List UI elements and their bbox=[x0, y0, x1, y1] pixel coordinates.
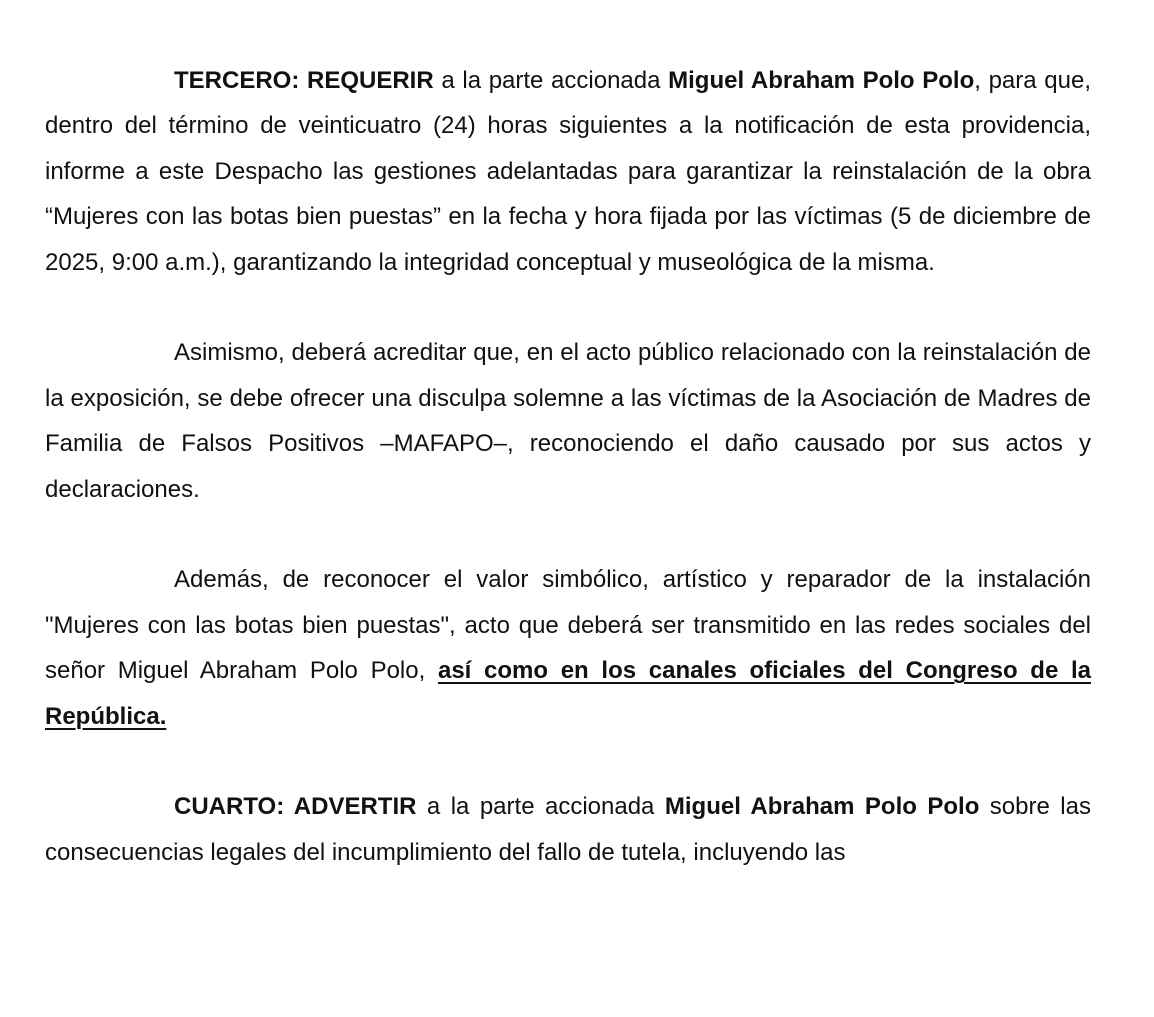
ademas-emphasis: así como en los canales oficiales del Congreso de la República. bbox=[45, 657, 1092, 730]
tercero-accused-name: Miguel Abraham Polo Polo bbox=[668, 67, 975, 94]
paragraph-tercero bbox=[45, 58, 1091, 285]
asimismo-body: Asimismo, deberá acreditar que, en el acto público relacionado con la reinstalación de la exposición, se debe ofrecer una disculpa solemne a las víctimas de la Asociación de Madres de Familia de Falsos Positivos –MAFAPO–, reconociendo el daño causado por sus actos y declaraciones. bbox=[45, 339, 1091, 503]
paragraph-spacer bbox=[45, 285, 1091, 330]
cuarto-heading: CUARTO: ADVERTIR bbox=[174, 793, 417, 821]
cuarto-accused-name: Miguel Abraham Polo Polo bbox=[664, 793, 980, 821]
tercero-recipient-intro: a la parte accionada bbox=[433, 67, 669, 94]
paragraph-cuarto bbox=[45, 784, 1091, 875]
paragraph-ademas bbox=[45, 557, 1091, 739]
tercero-body: , para que, dentro del término de veinticuatro (24) horas siguientes a la notificación de esta providencia, informe a este Despacho las gestiones adelantadas para garantizar la reinstalación de la obra “Mujeres con las botas bien puestas” en la fecha y hora fijada por las víctimas (5 de diciembre de 2025, 9:00 a.m.), garantizando la integridad conceptual y museológica de la misma. bbox=[45, 67, 1091, 276]
paragraph-spacer bbox=[45, 512, 1091, 557]
paragraph-asimismo bbox=[45, 330, 1091, 512]
ademas-body: Además, de reconocer el valor simbólico, artístico y reparador de la instalación "Mujeres con las botas bien puestas", acto que deberá ser transmitido en las redes sociales del señor Miguel Abraham Polo Polo, bbox=[45, 566, 1091, 685]
tercero-heading: TERCERO: REQUERIR bbox=[174, 67, 434, 94]
document-page bbox=[45, 58, 1091, 875]
cuarto-body: sobre las consecuencias legales del incumplimiento del fallo de tutela, incluyendo las bbox=[45, 793, 1091, 866]
paragraph-spacer bbox=[45, 739, 1091, 784]
cuarto-recipient-intro: a la parte accionada bbox=[416, 793, 665, 821]
